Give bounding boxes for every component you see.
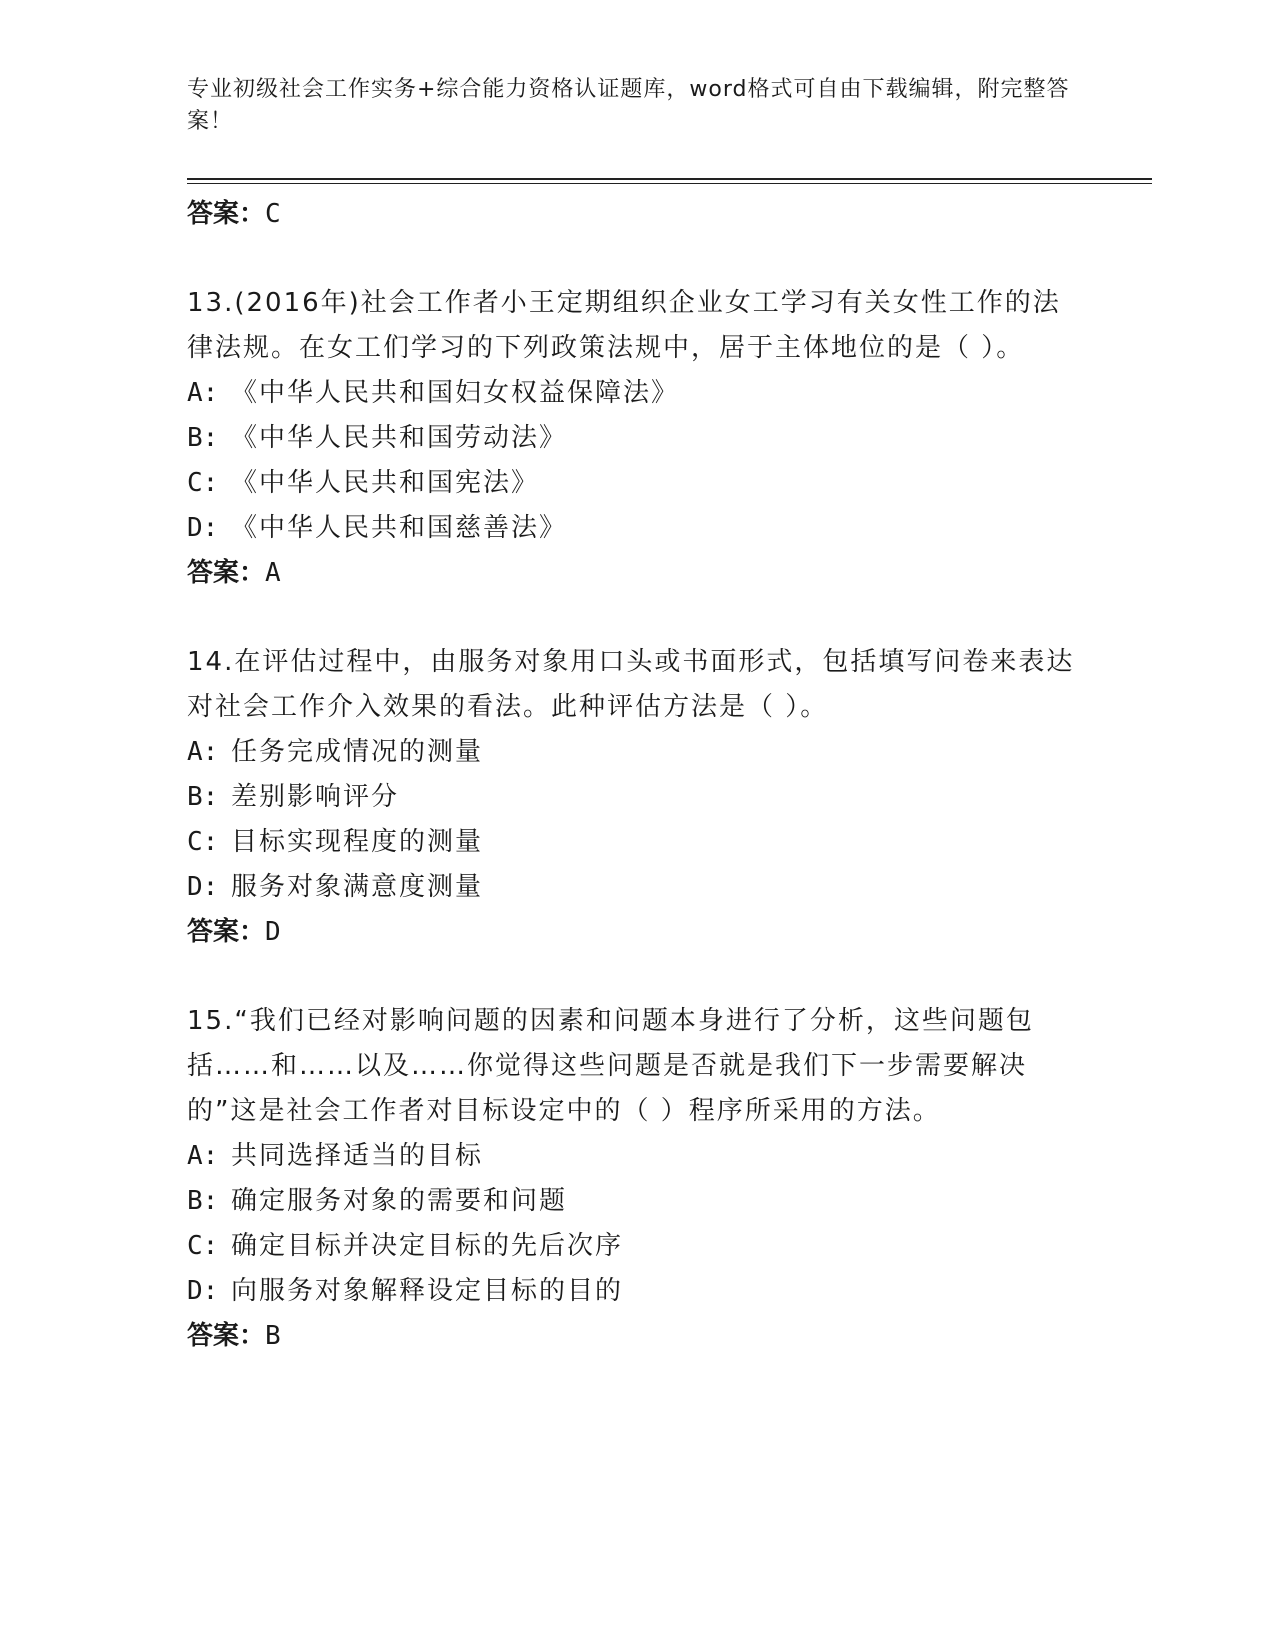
option-text: 差别影响评分 bbox=[231, 782, 400, 812]
option-a bbox=[187, 1134, 1087, 1179]
option-text: 目标实现程度的测量 bbox=[231, 827, 484, 857]
option-letter: D: bbox=[187, 1276, 219, 1306]
question-list bbox=[187, 192, 1087, 1358]
page-header: 专业初级社会工作实务+综合能力资格认证题库，word格式可自由下载编辑，附完整答案！ bbox=[187, 77, 1070, 134]
option-d bbox=[187, 1269, 1087, 1314]
option-a bbox=[187, 371, 1087, 416]
answer-value: D bbox=[265, 917, 281, 947]
answer-label: 答案： bbox=[187, 558, 266, 588]
option-text: 确定目标并决定目标的先后次序 bbox=[231, 1231, 624, 1261]
option-letter: C: bbox=[187, 827, 219, 857]
option-c bbox=[187, 1224, 1087, 1269]
answer-value: B bbox=[265, 1321, 281, 1351]
question-text: 13.(2016年)社会工作者小王定期组织企业女工学习有关女性工作的法律法规。在女工们学习的下列政策法规中，居于主体地位的是（ ）。 bbox=[187, 288, 1061, 363]
answer-label: 答案： bbox=[187, 1321, 266, 1351]
answer-value: C bbox=[265, 199, 281, 229]
header-rule-thick bbox=[187, 178, 1152, 180]
previous-answer bbox=[187, 192, 1087, 236]
option-letter: D: bbox=[187, 872, 219, 902]
question-14 bbox=[187, 640, 1087, 954]
option-letter: C: bbox=[187, 468, 219, 498]
answer-label: 答案： bbox=[187, 199, 266, 229]
answer-value: A bbox=[265, 558, 281, 588]
answer bbox=[187, 551, 1087, 595]
option-letter: B: bbox=[187, 782, 219, 812]
header-rule-thin bbox=[187, 183, 1152, 184]
option-c bbox=[187, 820, 1087, 865]
answer bbox=[187, 1314, 1087, 1358]
option-text: 《中华人民共和国妇女权益保障法》 bbox=[231, 378, 680, 408]
question-13 bbox=[187, 281, 1087, 595]
option-d bbox=[187, 506, 1087, 551]
option-c bbox=[187, 461, 1087, 506]
option-letter: D: bbox=[187, 513, 219, 543]
option-text: 共同选择适当的目标 bbox=[231, 1141, 484, 1171]
option-b bbox=[187, 1179, 1087, 1224]
option-b bbox=[187, 416, 1087, 461]
option-text: 《中华人民共和国劳动法》 bbox=[231, 423, 568, 453]
option-letter: B: bbox=[187, 1186, 219, 1216]
option-text: 服务对象满意度测量 bbox=[231, 872, 484, 902]
option-letter: A: bbox=[187, 1141, 219, 1171]
option-d bbox=[187, 865, 1087, 910]
option-letter: A: bbox=[187, 378, 219, 408]
answer-label: 答案： bbox=[187, 917, 266, 947]
option-letter: A: bbox=[187, 737, 219, 767]
option-letter: C: bbox=[187, 1231, 219, 1261]
option-b bbox=[187, 775, 1087, 820]
option-text: 确定服务对象的需要和问题 bbox=[231, 1186, 568, 1216]
option-text: 《中华人民共和国宪法》 bbox=[231, 468, 540, 498]
question-text: 14.在评估过程中，由服务对象用口头或书面形式，包括填写问卷来表达对社会工作介入效果的看法。此种评估方法是（ ）。 bbox=[187, 647, 1075, 722]
option-a bbox=[187, 730, 1087, 775]
option-text: 向服务对象解释设定目标的目的 bbox=[231, 1276, 624, 1306]
question-text: 15.“我们已经对影响问题的因素和问题本身进行了分析，这些问题包括……和……以及……你觉得这些问题是否就是我们下一步需要解决的”这是社会工作者对目标设定中的（ ）程序所采用的方法。 bbox=[187, 1006, 1034, 1126]
question-15 bbox=[187, 999, 1087, 1358]
option-letter: B: bbox=[187, 423, 219, 453]
option-text: 任务完成情况的测量 bbox=[231, 737, 484, 767]
answer bbox=[187, 910, 1087, 954]
option-text: 《中华人民共和国慈善法》 bbox=[231, 513, 568, 543]
